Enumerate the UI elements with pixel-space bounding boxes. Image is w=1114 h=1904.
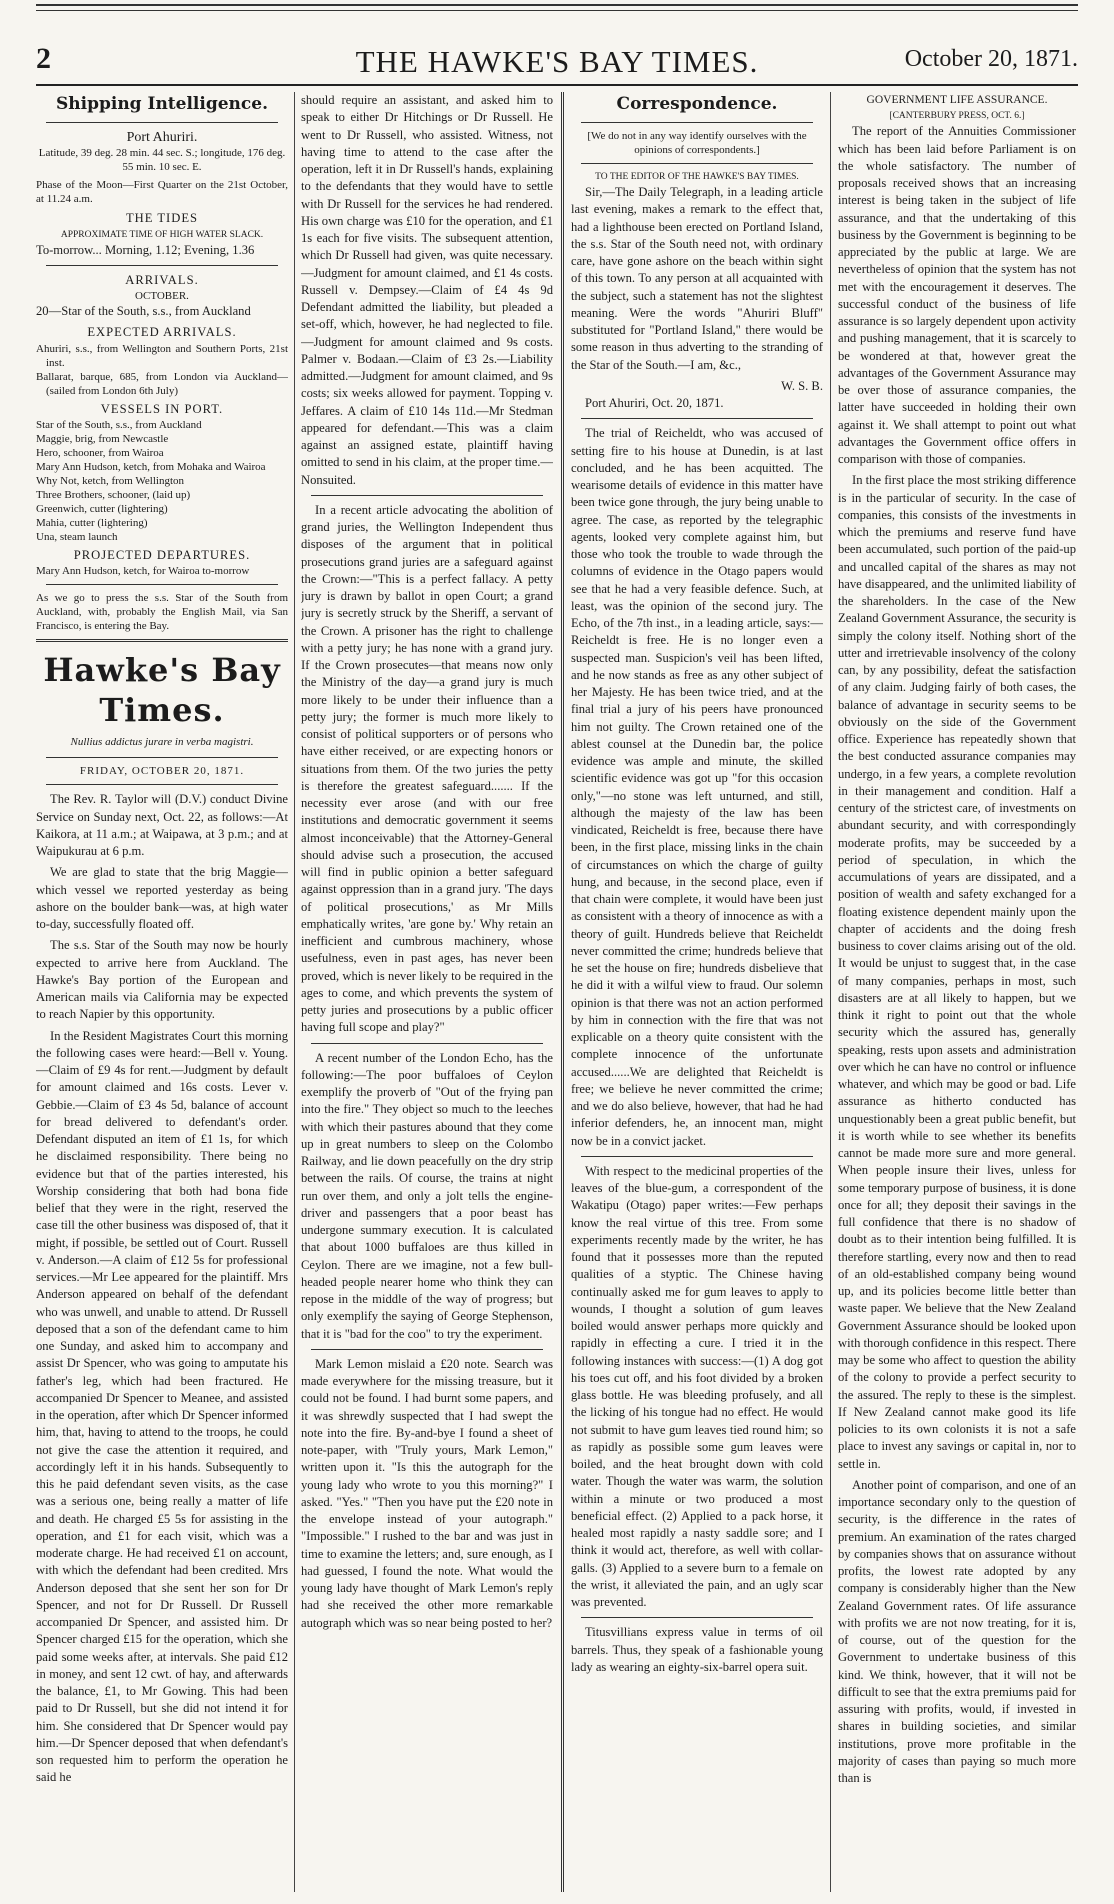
divider <box>581 122 813 123</box>
article-paragraph: Titusvillians express value in terms of oil barrels. Thus, they speak of a fashionable young lady as wearing an eighty-six-barrel opera suit. <box>571 1625 823 1674</box>
tides-subheading: APPROXIMATE TIME OF HIGH WATER SLACK. <box>60 229 264 240</box>
departure-entry: Mary Ann Hudson, ketch, for Wairoa to-morrow <box>36 565 250 577</box>
vessel-entry: Mahia, cutter (lightering) <box>36 516 148 529</box>
article-paragraph: The s.s. Star of the South may now be hourly expected to arrive here from Auckland. The Hawke's Bay portion of the European and American mails via California may be expected to reach Napier by this opportunity. <box>36 938 288 1022</box>
divider <box>581 1156 813 1157</box>
article-paragraph: Mark Lemon mislaid a £20 note. Search was made everywhere for the missing treasure, but it could not be found. I had burnt some papers, and it was shrewdly suspected that I had swept the note into the fire. By-and-bye I found a sheet of note-paper, with "Truly yours, Mark Lemon," written upon it. "Is this the autograph for the young lady who wrote to you this morning?" I asked. "Yes." "Then you have put the £20 note in the envelope instead of your autograph." "Impossible." I rushed to the bar and was just in time to examine the letters; and, sure enough, as I had guessed, I found the note. What would the young lady have thought of Mark Lemon's reply had she received the other more remarkable autograph which was so near being posted to her? <box>301 1356 553 1630</box>
masthead: Hawke's Bay Times. <box>43 651 281 729</box>
latitude-text: Latitude, 39 deg. 28 min. 44 sec. S.; longitude, 176 deg. 55 min. 10 sec. E. <box>38 147 286 174</box>
vessel-entry: Why Not, ketch, from Wellington <box>36 474 184 487</box>
vessel-entry: Una, steam launch <box>36 530 118 543</box>
column-4 <box>838 92 1076 1896</box>
page-header <box>36 42 1078 82</box>
to-editor-line: TO THE EDITOR OF THE HAWKE'S BAY TIMES. <box>595 172 799 182</box>
divider <box>46 784 278 785</box>
article-paragraph: In the Resident Magistrates Court this morning the following cases were heard:—Bell v. Young.—Claim of £9 4s for rent.—Judgment by default for amount claimed and 16s costs. Lever v. Gebbie.—Claim of £3 4s 5d, balance of account for bread delivered to defendant's order. Defendant disputed an item of £1 1s, for which he disclaimed responsibility. There being no evidence but that of the parties interested, his Worship considering that both had bona fide belief that they were in the right, reserved the case till the other business was disposed of, that it might, if possible, be settled out of Court. Russell v. Anderson.—A claim of £12 5s for professional services.—Mr Lee appeared for the plaintiff. Mrs Anderson appeared on behalf of the defendant who was unwell, and unable to attend. Dr Russell deposed that a son of the defendant came to him one Sunday, and asked him to accompany and assist Dr Spencer, who was going to amputate his father's leg, which had been fractured. He accompanied Dr Spencer to Meanee, and assisted in the operation, after which Dr Spencer informed him, that, having to attend to the troops, he could not give the case the attention it required, and accordingly left it in his hands. Subsequently to this he paid defendant seven visits, as the case was a serious one, being really a matter of life and death. He charged £5 5s for assisting in the operation, and £1 for each visit, which was a moderate charge. He had received £1 on account, with which the defendant had been credited. Mrs Anderson deposed that she sent her son for Dr Spencer, and not for Dr Russell. Dr Russell accompanied Dr Spencer, and assisted him. Dr Spencer charged £15 for the operation, which she paid some weeks after, at intervals. She paid £12 in money, and sent 12 cwt. of hay, and afterwards the balance, £1, to Mr Gowing. This had been paid to Dr Russell, but she did not intend it for him. She considered that Dr Spencer would pay him.—Dr Spencer deposed that when defendant's son requested him to perform the operation he said he <box>36 1028 288 1785</box>
port-name: Port Ahuriri. <box>126 130 198 145</box>
article-paragraph: With respect to the medicinal properties of the leaves of the blue-gum, a correspondent of the Wakatipu (Otago) paper writes:—Few perhaps know the real virtue of this tree. From some experiments recently made by the writer, he has found that it possesses more than the reputed qualities of a styptic. The Chinese having continually asked me for gum leaves to apply to wounds, I thought a solution of gum leaves boiled would answer perhaps more quickly and rapidly in effecting a cure. I tried it in the following instances with success:—(1) A dog got his toes cut off, and his foot divided by a broken glass bottle. He was bleeding profusely, and all the licking of his tongue had no effect. He would not submit to have gum leaves tied round him; so as rapidly as possible some gum leaves were boiled, and the heat brought down with cold water. Though the water was warm, the solution within a minute or two produced a most beneficial effect. (2) Applied to a pack horse, it healed most rapidly a nasty saddle sore; and I think it would act, therefore, as well with collar-galls. (3) Applied to a severe burn to a female on the wrist, it alleviated the pain, and an ugly scar was prevented. <box>571 1163 823 1609</box>
arrivals-month: OCTOBER. <box>135 290 189 302</box>
article-paragraph: In a recent article advocating the abolition of grand juries, the Wellington Independent thus disposes of the argument that in political prosecutions grand juries are a safeguard against the Crown:—"This is a perfect fallacy. A petty jury is drawn by ballot in open Court; a grand jury is secretly struck by the Sheriff, a servant of the Crown. A prisoner has the right to challenge with a petty jury; he has none with a grand jury. If the Crown prosecutes—that means now only the Ministry of the day—a grand jury is much more likely to be under their influence than a petty jury; the former is much more likely to consist of political supporters or of persons who have either received, or are expecting honors or situations from them. Of the two juries the petty is therefore the greatest safeguard....... If the necessity ever arose (and with our free institutions and democratic government it seems almost inconceivable) that the Attorney-General should advise such a prosecution, the accused will find in public opinion a better safeguard against oppression than in a grand jury. 'The days of political prosecutions,' as Mr Mills emphatically writes, 'are gone by.' Why retain an inefficient and cumbrous machinery, whose usefulness, even in past ages, has never been proved, which is never likely to be required in the ages to come, and which prevents the system of petty juries and prosecutions by a public officer having full scope and play?" <box>301 502 553 1035</box>
article-paragraph: The report of the Annuities Commissioner which has been laid before Parliament is on the whole satisfactory. The number of proposals received shows that an increasing interest is being taken in the subject of life assurance, and that the undertaking of this business by the Government is beginning to be appreciated by the public at large. We are nevertheless of opinion that the system has not met with the encouragement it deserves. The successful conduct of the business of life assurance is so largely dependent upon activity and pushing management, that it is scarcely to be wondered at that, however great the advantages of the Government Assurance may be over those of assurance companies, the latter have succeeded in holding their own against it. We shall attempt to point out what advantages the Government office offers in comparison with those of companies. <box>838 124 1076 466</box>
divider <box>581 163 813 164</box>
edition-date: FRIDAY, OCTOBER 20, 1871. <box>79 765 245 778</box>
vessel-entry: Hero, schooner, from Wairoa <box>36 446 164 459</box>
article-paragraph: Another point of comparison, and one of an importance secondary only to the question of security, is the difference in the rates of premium. An examination of the rates charged by companies shows that on assurance without profits, the lowest rate adopted by any company is considerably higher than the New Zealand Government rates. Of life assurance with profits we are not now treating, for it is, of course, out of the question for the Government to undertake business of this kind. We think, however, that it will not be difficult to see that the extra premiums paid for assuring with profits, would, if invested in shares in building societies, and similar institutions, prove more profitable in the majority of cases than paying so much more than is <box>838 1477 1076 1785</box>
divider <box>46 757 278 758</box>
vessels-heading: VESSELS IN PORT. <box>100 401 224 416</box>
article-paragraph: We are glad to state that the brig Maggie—which vessel we reported yesterday as being ashore on the boulder bank—was, at high water to-day, successfully floated off. <box>36 865 288 931</box>
article-paragraph: The trial of Reicheldt, who was accused of setting fire to his house at Dunedin, is at last concluded, and he has been acquitted. The wearisome details of evidence in this matter have been twice gone through, the jury being unable to agree. The case, as reported by the telegraphic agents, looked very complete against him, but those who took the trouble to wade through the columns of evidence in the Otago papers would see that he had a very feasible defence. Such, at least, was the opinion of the second jury. The Echo, of the 7th inst., in a leading article, says:—Reicheldt is free. He is no longer even a suspected man. Suspicion's veil has been lifted, and he now stands as free as any other subject of her Majesty. He has been twice tried, and at the final trial a jury of his peers have pronounced him not guilty. The Crown retained one of the ablest counsel at the Dunedin bar, the police evidence was ample and minute, the skilled scientific evidence was got up "for this occasion only,"—no stone was left unturned, and still, although the majesty of the law has been vindicated, Reicheldt is free, because there have been, in the first place, missing links in the chain of circumstances on which the charge of guilty hung, and because, in the second place, even if that chain were complete, it would have been just as consistent with a theory of innocence as with a theory of guilt. Hundreds believe that Reicheldt never committed the crime; hundreds believe that he set the house on fire; hundreds disbelieve that he did it with a wilful view to fraud. Our solemn opinion is that there was not an action performed by him in connection with the fire that was not explicable on a theory quite consistent with the complete innocence of the unfortunate accused......We are delighted that Reicheldt is free; we believe he never committed the crime; and we do also believe, however, that had he had inferior defenders, he, an innocent man, might now be in a convict jacket. <box>571 426 823 1148</box>
article-paragraph: The Rev. R. Taylor will (D.V.) conduct Divine Service on Sunday next, Oct. 22, as follows:—At Kaikora, at 11 a.m.; at Waipawa, at 3 p.m.; and at Waipukurau at 6 p.m. <box>36 792 288 858</box>
vessel-entry: Greenwich, cutter (lightering) <box>36 502 168 515</box>
motto: Nullius addictus jurare in verba magistri. <box>70 736 254 748</box>
column-2 <box>301 92 553 1896</box>
arrivals-heading: ARRIVALS. <box>125 272 199 287</box>
double-divider <box>36 639 288 642</box>
article-paragraph: should require an assistant, and asked him to speak to either Dr Hitchings or Dr Russell. He went to Dr Russell, who assisted. Witness, not having time to attend to the case after the operation, left it in Dr Russell's hands, explaining to the defendants that they would have to settle with Dr Russell for the services he had rendered. His own charge was £10 for the operation, and £1 1s each for five visits. The subsequent attention, which Dr Russell had given, was quite necessary.—Judgment for amount claimed, and £1 4s costs. Russell v. Dempsey.—Claim of £4 4s 9d Defendant admitted the liability, but pleaded a set-off, which, however, he had neglected to file.—Judgment for amount claimed and 9s costs. Palmer v. Bodaan.—Claim of £3 2s.—Liability admitted.—Judgment for amount claimed, and 9s costs; six weeks allowed for payment. Topping v. Jeffares. A claim of £10 14s 11d.—Mr Stedman appeared for defendant.—This was a claim against an assigned estate, plaintiff having omitted to send in his claim, at the proper time.—Nonsuited. <box>301 93 553 487</box>
divider <box>311 1043 543 1044</box>
column-divider <box>830 92 831 1892</box>
top-border <box>36 4 1078 11</box>
letter-signature: W. S. B. <box>781 378 823 393</box>
vessel-entry: Maggie, brig, from Newcastle <box>36 432 169 445</box>
shipping-heading: Shipping Intelligence. <box>56 94 268 114</box>
press-note: As we go to press the s.s. Star of the South from Auckland, with, probably the English Mail, via San Francisco, is entering the Bay. <box>36 592 288 632</box>
expected-entry: Ahuriri, s.s., from Wellington and Southern Ports, 21st inst. <box>36 342 288 369</box>
tides-times: To-morrow... Morning, 1.12; Evening, 1.36 <box>36 242 255 257</box>
column-divider-double <box>561 92 564 1892</box>
correspondence-disclaimer: [We do not in any way identify ourselves with the opinions of correspondents.] <box>587 130 807 156</box>
assurance-heading: GOVERNMENT LIFE ASSURANCE. <box>866 94 1048 106</box>
header-rule <box>36 84 1078 86</box>
newspaper-title: THE HAWKE'S BAY TIMES. <box>355 44 759 79</box>
divider <box>46 122 278 123</box>
column-divider <box>294 92 295 1892</box>
divider <box>311 495 543 496</box>
letter-place-date: Port Ahuriri, Oct. 20, 1871. <box>585 396 724 410</box>
letter-body: Sir,—The Daily Telegraph, in a leading article last evening, makes a remark to the effect that, had a lighthouse been erected on Portland Island, the s.s. Star of the South need not, with ordinary care, have gone ashore on the beach within sight of this town. To any person at all acquainted with the subject, such a statement has not the slightest meaning. Were the words "Ahuriri Bluff" substituted for "Portland Island," there would be some reason in thus adverting to the stranding of the Star of the South.—I am, &c., <box>571 185 823 372</box>
page-number: 2 <box>36 42 51 75</box>
vessel-entry: Mary Ann Hudson, ketch, from Mohaka and Wairoa <box>36 460 266 473</box>
divider <box>311 1349 543 1350</box>
vessel-entry: Three Brothers, schooner, (laid up) <box>36 488 191 501</box>
moon-phase: Phase of the Moon—First Quarter on the 21st October, at 11.24 a.m. <box>36 179 288 206</box>
expected-entry: Ballarat, barque, 685, from London via Auckland—(sailed from London 6th July) <box>36 370 288 397</box>
divider <box>46 265 278 266</box>
article-paragraph: In the first place the most striking difference is in the particular of security. In the case of companies, this consists of the investments in which the premiums and reserve fund have been accumulated, such portion of the paid-up and uncalled capital of the shares as may not have disappeared, and the unlimited liability of the shareholders. In the case of the New Zealand Government Assurance, the security is simply the colony itself. Nothing short of the utter and irretrievable insolvency of the colony can, by any possibility, defeat the satisfaction of any claim. Judging fairly of both cases, the balance of advantage in security seems to be obviously on the side of the Government office. Experience has repeatedly shown that the best conducted assurance companies may undergo, in a few years, a complete revolution in their management and condition. Half a century of the strictest care, of investments on abundant security, and with correspondingly moderate profits, may be succeeded by a period of speculation, in which the accumulations of years are dissipated, and a position of wealth and safety exchanged for a floating existence dependent mainly upon the chapter of accidents and the doing fresh business to cover claims arising out of the old. It would be unjust to suggest that, in the case of many companies, perhaps in most, such disasters are at all likely to happen, but we think it right to point out that the whole security which the assured has, generally speaking, rests upon assets and administration over which he can have no control or influence whatever, and which may be good or bad. Life assurance as hitherto conducted has unquestionably been a great public benefit, but it is worth while to see whether its benefits cannot be made more sure and more general. When people insure their lives, unless for some temporary purpose of business, it is done once for all; they deposit their savings in the full confidence that there is no shadow of doubt as to their intention being fulfilled. It is therefore startling, every now and then to read of an old-established company being wound up, and its policies become little better than waste paper. We believe that the New Zealand Government Assurance should be looked upon with thorough confidence in this respect. There may be some who affect to question the ability of the colony to provide a perfect security to the assured. The reply to these is the simplest. If New Zealand cannot make good its life policies to its own colonists it is not a safe place to invest any savings or capital in, nor to settle in. <box>838 473 1076 1471</box>
vessel-entry: Star of the South, s.s., from Auckland <box>36 418 202 431</box>
divider <box>581 418 813 419</box>
correspondence-heading: Correspondence. <box>616 94 778 114</box>
divider <box>581 1617 813 1618</box>
departures-heading: PROJECTED DEPARTURES. <box>73 547 251 562</box>
assurance-source: [CANTERBURY PRESS, OCT. 6.] <box>889 111 1025 122</box>
arrival-entry: 20—Star of the South, s.s., from Auckland <box>36 304 251 318</box>
column-1 <box>36 92 288 1896</box>
tides-heading: THE TIDES <box>125 211 199 226</box>
divider <box>46 584 278 585</box>
column-3 <box>571 92 823 1896</box>
issue-date: October 20, 1871. <box>904 46 1078 72</box>
article-paragraph: A recent number of the London Echo, has the following:—The poor buffaloes of Ceylon exemplify the proverb of "Out of the frying pan into the fire." They object so much to the leeches with which their pastures abound that they come up in great numbers to sleep on the Colombo Railway, and lie down peacefully on the dry strip between the rails. Of course, the trains at night run over them, and only a jolt tells the engine-driver and passengers that a poor beast has undergone summary execution. It is calculated that about 1000 buffaloes are thus killed in Ceylon. There are we imagine, not a few bull-headed people nearer home who think they can repose in the middle of the way of progress; but only exemplify the saying of George Stephenson, that it is "bad for the coo" to try the experiment. <box>301 1050 553 1341</box>
expected-heading: EXPECTED ARRIVALS. <box>87 325 237 340</box>
